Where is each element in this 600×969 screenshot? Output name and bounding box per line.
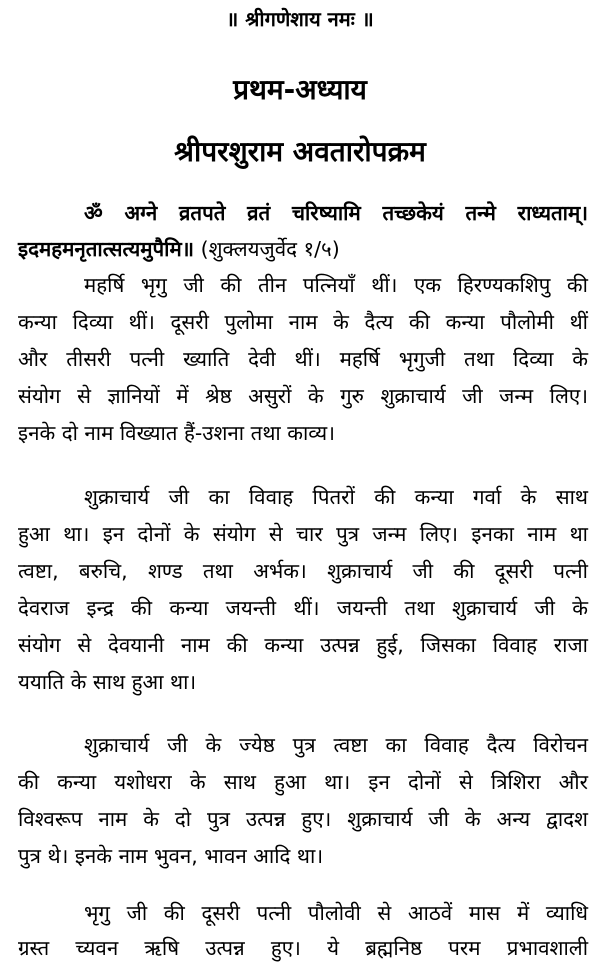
paragraph-1-line-3: और तीसरी पत्नी ख्याति देवी थीं। महर्षि भृगुजी तथा दिव्या के xyxy=(18,347,588,371)
paragraph-3-line-3: विश्वरूप नाम के दो पुत्र उत्पन्न हुए। शुक्राचार्य जी के अन्य द्वादश xyxy=(18,807,588,831)
section-title: श्रीपरशुराम अवतारोपक्रम xyxy=(174,135,426,168)
paragraph-2-line-6: ययाति के साथ हुआ था। xyxy=(18,670,197,694)
paragraph-3-line-4: पुत्र थे। इनके नाम भुवन, भावन आदि था। xyxy=(18,844,324,868)
paragraph-3-line-2: की कन्या यशोधरा के साथ हुआ था। इन दोनों से त्रिशिरा और xyxy=(18,770,588,794)
mantra-citation: (शुक्लयजुर्वेद १/५) xyxy=(200,237,340,261)
paragraph-1-line-2: कन्या दिव्या थीं। दूसरी पुलोमा नाम के दैत्य की कन्या पौलोमी थीं xyxy=(18,310,588,334)
paragraph-2-line-5: संयोग से देवयानी नाम की कन्या उत्पन्न हुई, जिसका विवाह राजा xyxy=(18,633,588,657)
paragraph-4-line-1: भृगु जी की दूसरी पत्नी पौलोवी से आठवें मास में व्याधि xyxy=(84,901,588,925)
mantra-text: इदमहमनृतात्सत्यमुपैमि॥ xyxy=(18,237,195,261)
paragraph-1-line-1: महर्षि भृगु जी की तीन पत्नियाँ थीं। एक हिरण्यकशिपु की xyxy=(84,273,588,297)
mantra-line-1: ॐ अग्ने व्रतपते व्रतं चरिष्यामि तच्छकेयं तन्मे राध्यताम्। xyxy=(84,201,588,225)
paragraph-1-line-5: इनके दो नाम विख्यात हैं-उशना तथा काव्य। xyxy=(18,421,335,445)
paragraph-4-line-2: ग्रस्त च्यवन ऋषि उत्पन्न हुए। ये ब्रह्मनिष्ठ परम प्रभावशाली xyxy=(18,936,588,960)
invocation-line: ॥ श्रीगणेशाय नमः ॥ xyxy=(226,7,374,31)
paragraph-3-line-1: शुक्राचार्य जी के ज्येष्ठ पुत्र त्वष्टा का विवाह दैत्य विरोचन xyxy=(84,733,588,757)
paragraph-2-line-2: हुआ था। इन दोनों के संयोग से चार पुत्र जन्म लिए। इनका नाम था xyxy=(18,522,588,546)
paragraph-1-line-4: संयोग से ज्ञानियों में श्रेष्ठ असुरों के गुरु शुक्राचार्य जी जन्म लिए। xyxy=(18,384,588,408)
paragraph-2-line-1: शुक्राचार्य जी का विवाह पितरों की कन्या गर्वा के साथ xyxy=(84,485,588,509)
paragraph-2-line-4: देवराज इन्द्र की कन्या जयन्ती थीं। जयन्ती तथा शुक्राचार्य जी के xyxy=(18,596,588,620)
chapter-title: प्रथम-अध्याय xyxy=(233,73,367,106)
paragraph-2-line-3: त्वष्टा, बरुचि, शण्ड तथा अर्भक। शुक्राचार्य जी की दूसरी पत्नी xyxy=(18,559,588,583)
mantra-line-2 xyxy=(18,232,588,266)
